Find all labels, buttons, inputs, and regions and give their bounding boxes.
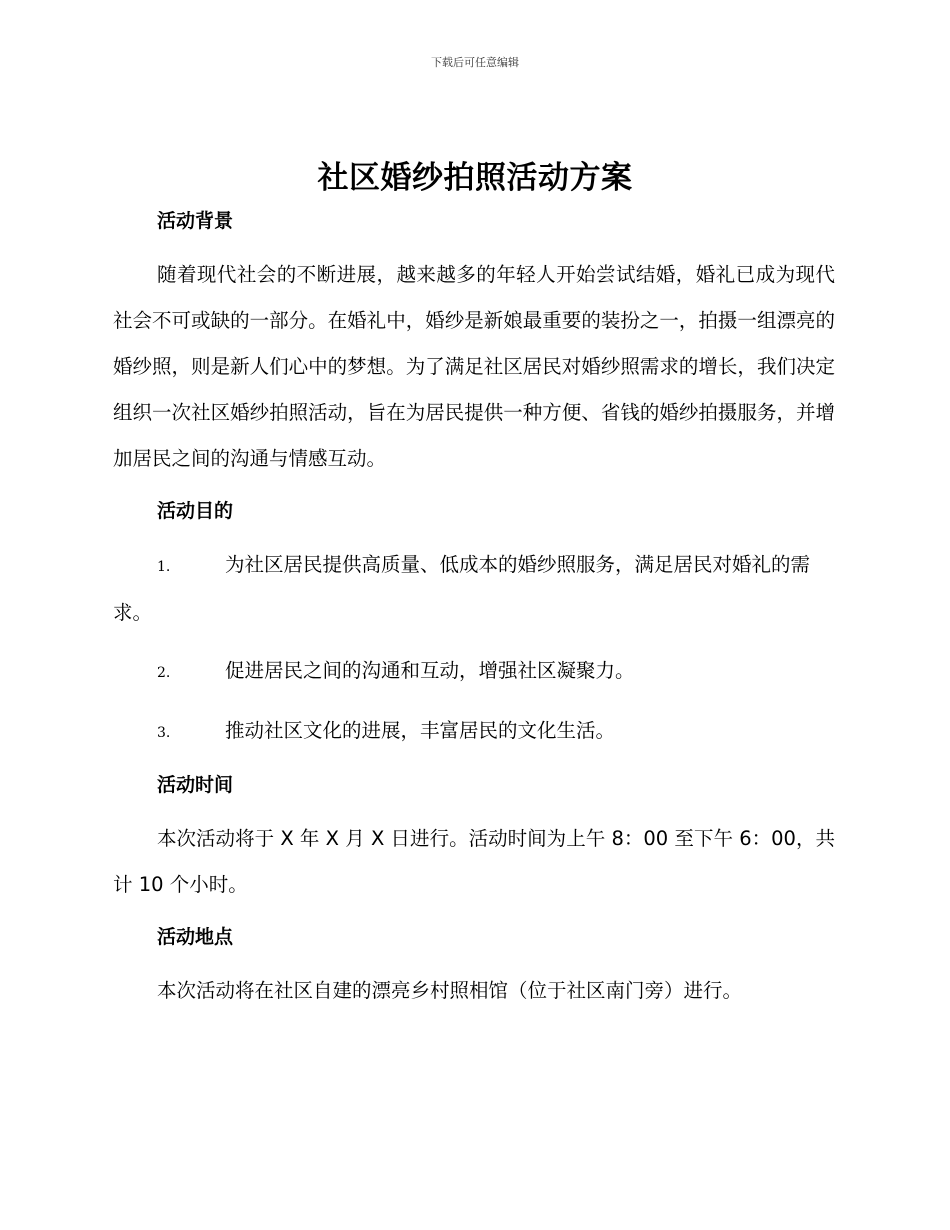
list-item-text: 推动社区文化的进展，丰富居民的文化生活。 <box>225 719 616 742</box>
document-title: 社区婚纱拍照活动方案 <box>317 160 633 196</box>
section-heading-purpose: 活动目的 <box>157 500 234 522</box>
header-note: 下载后可任意编辑 <box>431 56 519 69</box>
list-item-text: 为社区居民提供高质量、低成本的婚纱照服务，满足居民对婚礼的需求。 <box>113 553 811 624</box>
background-paragraph: 随着现代社会的不断进展，越来越多的年轻人开始尝试结婚，婚礼已成为现代社会不可或缺的一部分。在婚礼中，婚纱是新娘最重要的装扮之一，拍摄一组漂亮的婚纱照，则是新人们心中的梦想。为了满足社区居民对婚纱照需求的增长，我们决定组织一次社区婚纱拍照活动，旨在为居民提供一种方便、省钱的婚纱拍摄服务，并增加居民之间的沟通与情感互动。 <box>113 263 835 470</box>
section-heading-time: 活动时间 <box>157 774 234 796</box>
purpose-list-item <box>113 542 835 636</box>
location-paragraph: 本次活动将在社区自建的漂亮乡村照相馆（位于社区南门旁）进行。 <box>157 979 743 1002</box>
list-number: 1. <box>157 559 171 575</box>
purpose-list-item <box>113 708 835 756</box>
document-body <box>113 204 835 1014</box>
time-paragraph: 本次活动将于 X 年 X 月 X 日进行。活动时间为上午 8：00 至下午 6：00，共计 10 个小时。 <box>113 827 835 896</box>
list-number: 2. <box>157 665 171 681</box>
list-item-text: 促进居民之间的沟通和互动，增强社区凝聚力。 <box>225 659 635 682</box>
section-heading-background: 活动背景 <box>157 210 234 232</box>
list-number: 3. <box>157 725 171 741</box>
section-heading-location: 活动地点 <box>157 926 234 948</box>
purpose-list-item <box>113 648 835 696</box>
